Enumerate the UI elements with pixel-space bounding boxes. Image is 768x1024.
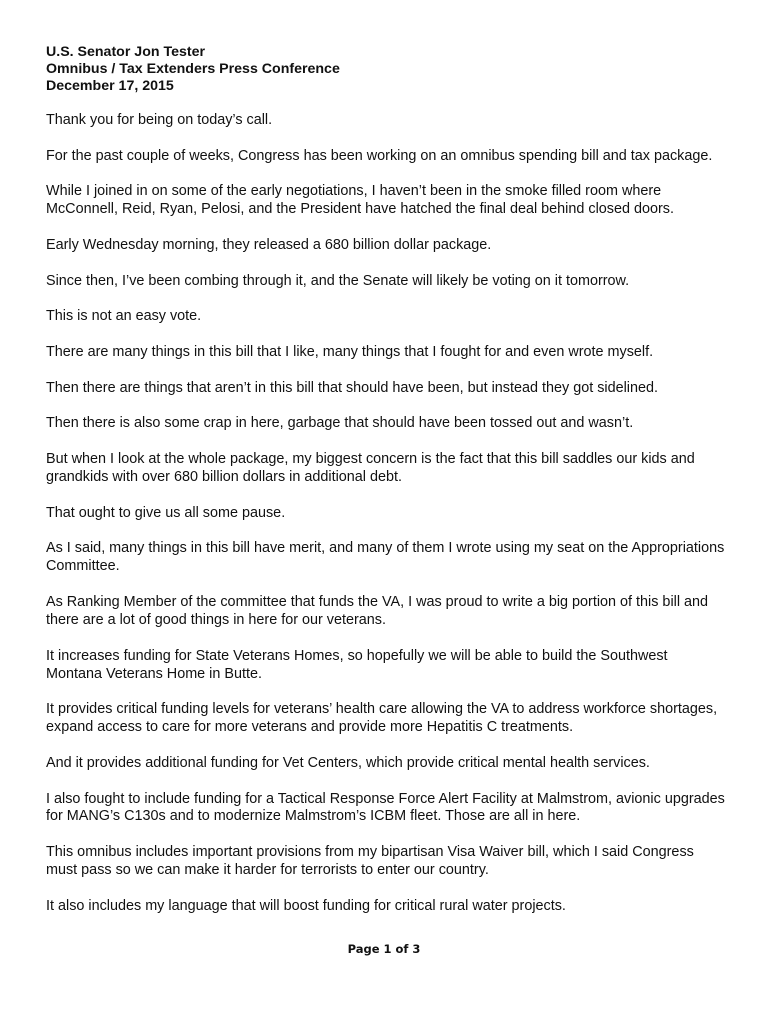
paragraph: Then there are things that aren’t in this bill that should have been, but instead they got sidelined. xyxy=(46,379,659,396)
paragraph: It provides critical funding levels for veterans’ health care allowing the VA to address workforce shortages, expand access to care for more veterans and provide more Hepatitis C treatments. xyxy=(46,701,718,736)
paragraph: I also fought to include funding for a Tactical Response Force Alert Facility at Malmstrom, avionic upgrades for MANG’s C130s and to modernize Malmstrom’s ICBM fleet. Those are all in here. xyxy=(46,790,725,825)
paragraph: Since then, I’ve been combing through it, and the Senate will likely be voting on it tomorrow. xyxy=(46,272,630,289)
paragraph: This is not an easy vote. xyxy=(46,308,202,325)
page-number: Page 1 of 3 xyxy=(347,942,421,956)
header-event: Omnibus / Tax Extenders Press Conference xyxy=(46,60,340,77)
paragraph: Early Wednesday morning, they released a 680 billion dollar package. xyxy=(46,236,492,253)
paragraph: This omnibus includes important provisions from my bipartisan Visa Waiver bill, which I said Congress must pass so we can make it harder for terrorists to enter our country. xyxy=(46,844,694,879)
header-date: December 17, 2015 xyxy=(46,77,174,94)
paragraph: And it provides additional funding for Vet Centers, which provide critical mental health services. xyxy=(46,754,650,771)
paragraph: There are many things in this bill that I like, many things that I fought for and even wrote myself. xyxy=(46,344,654,361)
document-body xyxy=(46,44,726,934)
paragraph: Then there is also some crap in here, garbage that should have been tossed out and wasn’t. xyxy=(46,415,634,432)
paragraph: For the past couple of weeks, Congress has been working on an omnibus spending bill and tax package. xyxy=(46,147,713,164)
paragraph: As Ranking Member of the committee that funds the VA, I was proud to write a big portion of this bill and there are a lot of good things in here for our veterans. xyxy=(46,594,709,628)
paragraph: Thank you for being on today’s call. xyxy=(46,111,273,128)
document-header xyxy=(46,44,726,94)
paragraph: It increases funding for State Veterans Homes, so hopefully we will be able to build the Southwest Montana Veterans Home in Butte. xyxy=(46,647,668,682)
paragraph: That ought to give us all some pause. xyxy=(46,504,286,521)
paragraph: But when I look at the whole package, my biggest concern is the fact that this bill saddles our kids and grandkids with over 680 billion dollars in additional debt. xyxy=(46,451,695,486)
paragraph: While I joined in on some of the early negotiations, I haven’t been in the smoke filled room where McConnell, Reid, Ryan, Pelosi, and the President have hatched the final deal behind closed doors. xyxy=(46,183,674,218)
paragraph: It also includes my language that will boost funding for critical rural water projects. xyxy=(46,897,566,914)
paragraph: As I said, many things in this bill have merit, and many of them I wrote using my seat on the Appropriations Committee. xyxy=(46,540,725,575)
header-speaker: U.S. Senator Jon Tester xyxy=(46,44,205,60)
